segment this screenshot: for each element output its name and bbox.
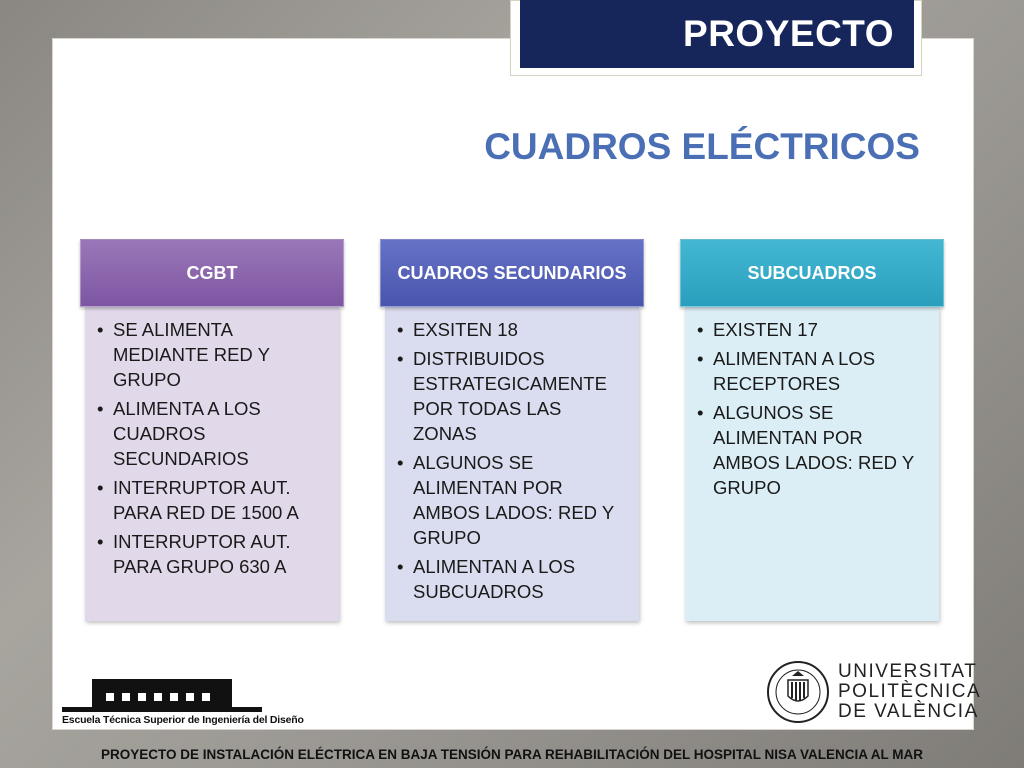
etsid-caption: Escuela Técnica Superior de Ingeniería del Diseño	[62, 714, 304, 726]
list-item: • ALGUNOS SE ALIMENTAN POR AMBOS LADOS: RED Y GRUPO	[693, 400, 929, 500]
upv-line: UNIVERSITAT	[838, 661, 978, 682]
card-cuadros-secundarios-header: CUADROS SECUNDARIOS	[380, 239, 644, 307]
list-item: • INTERRUPTOR AUT. PARA GRUPO 630 A	[93, 529, 329, 579]
header-tab-title: PROYECTO	[683, 13, 894, 54]
header-tab	[520, 0, 914, 68]
list-item: • SE ALIMENTA MEDIANTE RED Y GRUPO	[93, 317, 329, 392]
list-item: • DISTRIBUIDOS ESTRATEGICAMENTE POR TODAS LAS ZONAS	[393, 346, 629, 446]
card-cgbt	[80, 239, 344, 621]
card-cuadros-secundarios-body	[385, 307, 639, 621]
list-item: • INTERRUPTOR AUT. PARA RED DE 1500 A	[93, 475, 329, 525]
list-item: • ALIMENTAN A LOS RECEPTORES	[693, 346, 929, 396]
card-cgbt-header: CGBT	[80, 239, 344, 307]
upv-line: DE VALÈNCIA	[838, 701, 979, 722]
card-cuadros-secundarios	[380, 239, 644, 621]
upv-line: POLITÈCNICA	[838, 681, 982, 702]
card-cgbt-body	[85, 307, 339, 621]
list-item: • ALIMENTA A LOS CUADROS SECUNDARIOS	[93, 396, 329, 471]
list-item: • EXSITEN 18	[393, 317, 629, 342]
list-item: • EXISTEN 17	[693, 317, 929, 342]
list-item: • ALIMENTAN A LOS SUBCUADROS	[393, 554, 629, 604]
card-subcuadros-header: SUBCUADROS	[680, 239, 944, 307]
upv-seal-icon	[766, 660, 830, 724]
footer-text: PROYECTO DE INSTALACIÓN ELÉCTRICA EN BAJA TENSIÓN PARA REHABILITACIÓN DEL HOSPITAL NISA VALENCIA AL MAR	[100, 747, 924, 762]
card-subcuadros	[680, 239, 944, 621]
upv-wordmark	[838, 662, 981, 722]
list-item: • ALGUNOS SE ALIMENTAN POR AMBOS LADOS: RED Y GRUPO	[393, 450, 629, 550]
card-subcuadros-body	[685, 307, 939, 621]
slide-title: CUADROS ELÉCTRICOS	[484, 126, 920, 167]
